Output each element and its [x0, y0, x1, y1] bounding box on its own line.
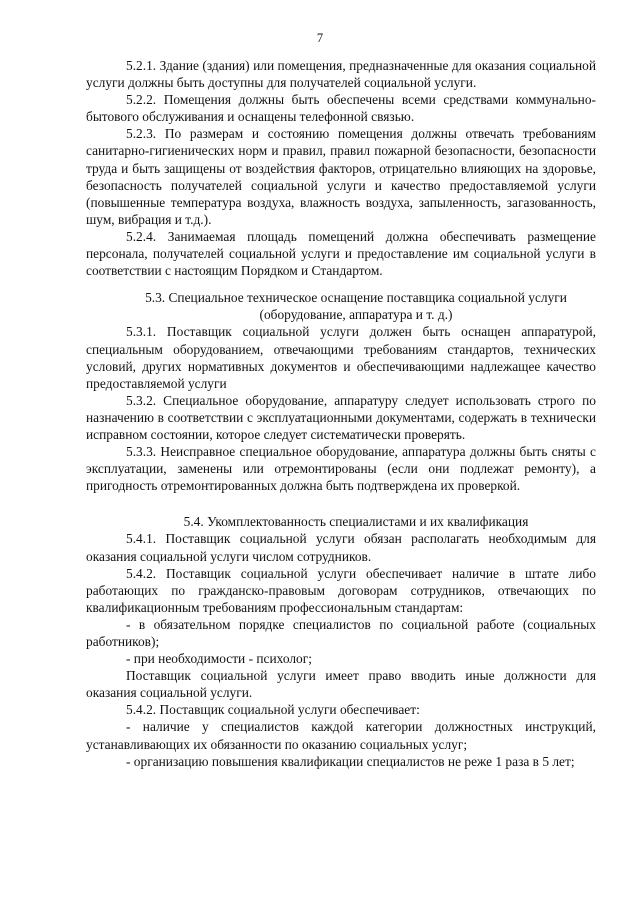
paragraph-5-4-2: 5.4.2. Поставщик социальной услуги обеспечивает наличие в штате либо работающих по гражданско-правовым договорам сотрудников, отвечающих по квалификационным требованиям профессиональным стандартам:	[86, 565, 596, 615]
list-item-psychologist: - при необходимости - психолог;	[126, 651, 312, 667]
paragraph-other-positions: Поставщик социальной услуги имеет право вводить иные должности для оказания социальной услуги.	[86, 668, 596, 701]
section-heading-5-4: 5.4. Укомплектованность специалистами и их квалификация	[183, 514, 529, 530]
paragraph-5-2-3: 5.2.3. По размерам и состоянию помещения должны отвечать требованиям санитарно-гигиенических норм и правил, правил пожарной безопасности, безопасности труда и быть защищены от воздействия факторов, отрицательно влияющих на здоровье, безопасность получателей социальной услуги и качество предоставляемой услуги (повышенные температура воздуха, влажность воздуха, запыленность, загазованность, шум, вибрация и т.д.).	[86, 126, 596, 227]
paragraph-5-3-3: 5.3.3. Неисправное специальное оборудование, аппаратура должны быть сняты с эксплуатации, заменены или отремонтированы (если они подлежат ремонту), а пригодность отремонтированных должна быть подтверждена их проверкой.	[86, 444, 596, 494]
paragraph-5-2-1: 5.2.1. Здание (здания) или помещения, предназначенные для оказания социальной услуги должны быть доступны для получателей социальной услуги.	[86, 58, 596, 91]
paragraph-5-2-2: 5.2.2. Помещения должны быть обеспечены всеми средствами коммунально-бытового обслуживания и оснащены телефонной связью.	[86, 92, 596, 125]
paragraph-5-2-4: 5.2.4. Занимаемая площадь помещений должна обеспечивать размещение персонала, получателей социальной услуги и предоставление им социальной услуги в соответствии с настоящим Порядком и Стандартом.	[86, 228, 596, 279]
paragraph-5-4-1: 5.4.1. Поставщик социальной услуги обязан располагать необходимым для оказания социальной услуги числом сотрудников.	[86, 531, 596, 564]
list-item-job-instructions: - наличие у специалистов каждой категории должностных инструкций, устанавливающих их обязанности по оказанию социальных услуг;	[86, 719, 596, 752]
paragraph-5-3-2: 5.3.2. Специальное оборудование, аппаратуру следует использовать строго по назначению в соответствии с эксплуатационными документами, содержать в технически исправном состоянии, которое следует систематически проверять.	[86, 392, 596, 442]
section-heading-5-3: 5.3. Специальное техническое оснащение поставщика социальной услуги (оборудование, аппаратура и т. д.)	[145, 290, 567, 323]
list-item-social-workers: - в обязательном порядке специалистов по социальной работе (социальных работников);	[86, 616, 596, 649]
page-number: 7	[316, 31, 324, 45]
list-item-qualification: - организацию повышения квалификации специалистов не реже 1 раза в 5 лет;	[126, 753, 575, 769]
paragraph-5-4-2-provides: 5.4.2. Поставщик социальной услуги обеспечивает:	[126, 702, 420, 718]
document-body	[86, 57, 596, 770]
paragraph-5-3-1: 5.3.1. Поставщик социальной услуги должен быть оснащен аппаратурой, специальным оборудованием, отвечающими требованиям стандартов, технических условий, других нормативных документов и обеспечивающими надлежащее качество предоставляемой услуги	[86, 324, 596, 391]
